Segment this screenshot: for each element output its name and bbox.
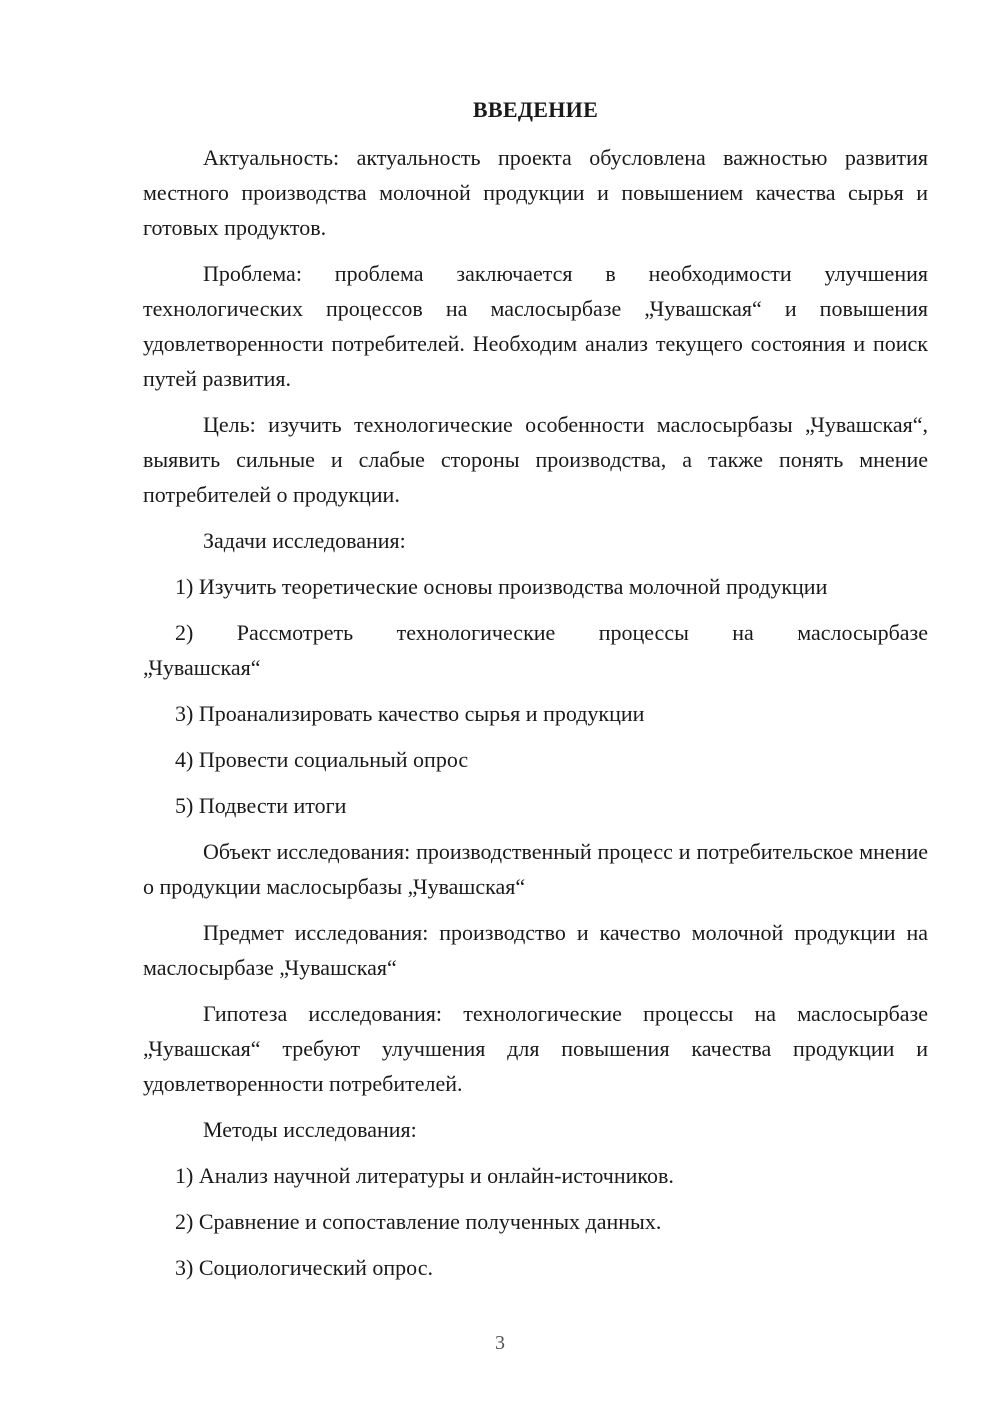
method-item-1: 1) Анализ научной литературы и онлайн-источников.: [175, 1163, 674, 1188]
method-item-3: 3) Социологический опрос.: [175, 1255, 433, 1280]
tasks-heading: Задачи исследования:: [203, 528, 406, 553]
task-item-5: 5) Подвести итоги: [175, 793, 347, 818]
task-item-3: 3) Проанализировать качество сырья и продукции: [175, 701, 645, 726]
object-paragraph: Объект исследования: производственный процесс и потребительское мнение о продукции маслосырбазы „Чувашская“: [143, 839, 928, 899]
goal-paragraph: Цель: изучить технологические особенности маслосырбазы „Чувашская“, выявить сильные и слабые стороны производства, а также понять мнение потребителей о продукции.: [143, 412, 928, 507]
subject-paragraph: Предмет исследования: производство и качество молочной продукции на маслосырбазе „Чувашская“: [143, 920, 928, 980]
task-item-1: 1) Изучить теоретические основы производства молочной продукции: [175, 574, 828, 599]
task-item-2-continuation: „Чувашская“: [143, 655, 261, 680]
section-title: ВВЕДЕНИЕ: [472, 97, 599, 122]
task-item-4: 4) Провести социальный опрос: [175, 747, 469, 772]
problem-paragraph: Проблема: проблема заключается в необходимости улучшения технологических процессов на маслосырбазе „Чувашская“ и повышения удовлетворенности потребителей. Необходим анализ текущего состояния и поиск путей развития.: [143, 261, 928, 391]
hypothesis-paragraph: Гипотеза исследования: технологические процессы на маслосырбазе „Чувашская“ требуют улучшения для повышения качества продукции и удовлетворенности потребителей.: [143, 1001, 928, 1096]
relevance-paragraph: Актуальность: актуальность проекта обусловлена важностью развития местного производства молочной продукции и повышением качества сырья и готовых продуктов.: [143, 145, 928, 240]
page-number: 3: [495, 1332, 505, 1354]
page-content: [143, 92, 928, 1296]
task-item-2: [143, 615, 928, 685]
task-item-2-line: 2) Рассмотреть технологические процессы на маслосырбазе: [175, 620, 928, 645]
methods-heading: Методы исследования:: [203, 1117, 417, 1142]
method-item-2: 2) Сравнение и сопоставление полученных данных.: [175, 1209, 662, 1234]
